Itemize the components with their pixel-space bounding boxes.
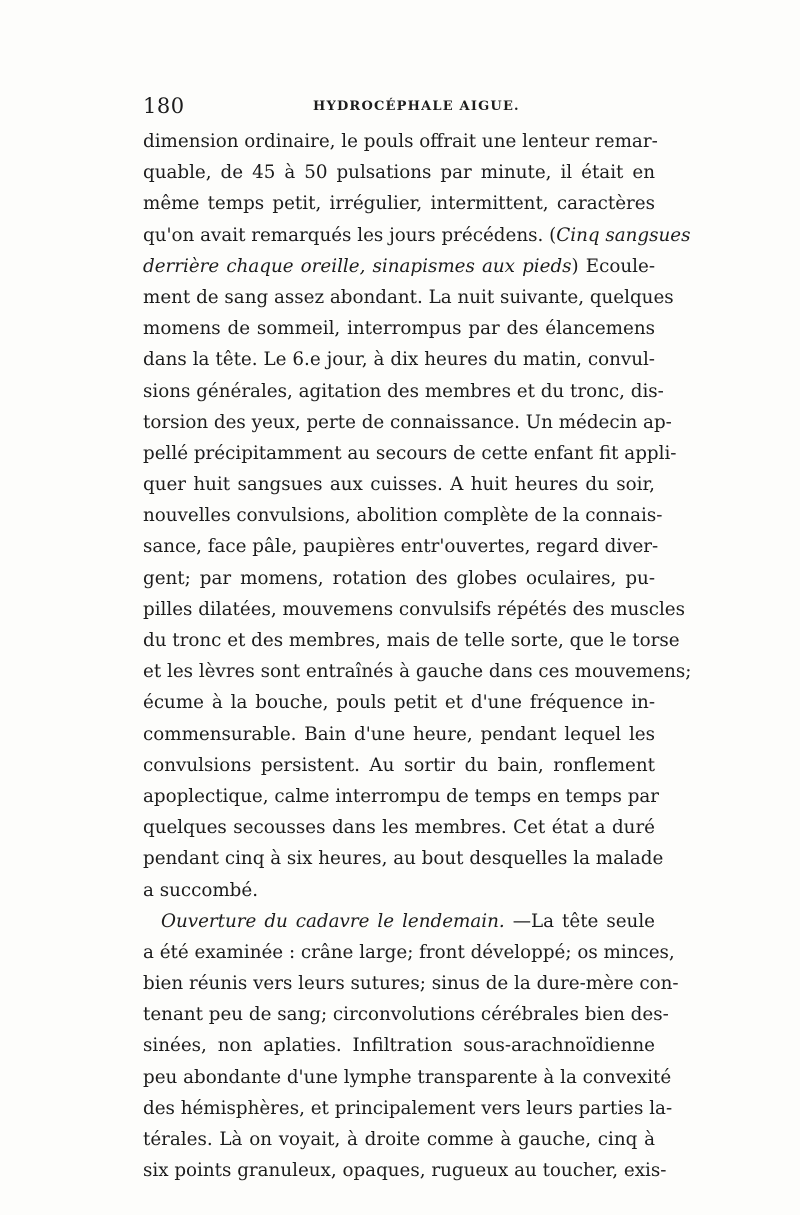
text-segment: dans la tête. Le 6.e jour, à dix heures du matin, convul-: [143, 349, 655, 371]
text-line: [143, 126, 658, 157]
text-segment: même temps petit, irrégulier, intermittent, caractères: [143, 193, 655, 215]
italic-text-segment: Cinq sangsues: [556, 224, 691, 246]
text-line: [143, 220, 691, 251]
text-segment: dimension ordinaire, le pouls offrait une lenteur remar-: [143, 131, 658, 152]
running-title: HYDROCÉPHALE AIGUE.: [313, 99, 520, 114]
text-segment: écume à la bouche, pouls petit et d'une fréquence in-: [143, 692, 655, 714]
italic-text-segment: Ouverture du cadavre le lendemain.: [161, 910, 505, 932]
text-line: [143, 968, 679, 999]
text-segment: sinées, non aplaties. Infiltration sous-arachnoïdienne: [143, 1035, 655, 1057]
text-segment: quer huit sangsues aux cuisses. A huit heures du soir,: [143, 474, 655, 496]
text-segment: ment de sang assez abondant. La nuit suivante, quelques: [143, 286, 674, 308]
text-line: [143, 157, 655, 188]
text-segment: torsion des yeux, perte de connaissance. Un médecin ap-: [143, 411, 672, 433]
text-segment: apoplectique, calme interrompu de temps en temps par: [143, 785, 660, 807]
text-segment: sions générales, agitation des membres et du tronc, dis-: [143, 380, 664, 402]
text-line: [143, 563, 655, 594]
text-line: [143, 1093, 673, 1124]
text-segment: momens de sommeil, interrompus par des élancemens: [143, 318, 655, 340]
text-segment: —La tête seule: [504, 910, 655, 932]
page-header: [143, 94, 663, 122]
text-segment: a été examinée : crâne large; front développé; os minces,: [143, 941, 675, 963]
text-line: [143, 1124, 655, 1155]
text-segment: térales. Là on voyait, à droite comme à gauche, cinq à: [143, 1129, 655, 1150]
text-segment: du tronc et des membres, mais de telle sorte, que le torse: [143, 630, 680, 651]
page-number: 180: [143, 94, 185, 118]
text-line: [143, 282, 674, 313]
text-line: [143, 594, 686, 625]
text-line: [143, 1155, 667, 1186]
text-segment: qu'on avait remarqués les jours précédens. (: [143, 224, 557, 246]
text-segment: commensurable. Bain d'une heure, pendant lequel les: [143, 723, 655, 745]
text-line: [143, 687, 655, 718]
text-segment: et les lèvres sont entraînés à gauche dans ces mouvemens;: [143, 661, 692, 683]
text-line: [143, 251, 655, 282]
text-line: [143, 188, 655, 219]
text-segment: pellé précipitamment au secours de cette enfant fit appli-: [143, 442, 677, 464]
text-line: [143, 469, 655, 500]
text-segment: pilles dilatées, mouvemens convulsifs répétés des muscles: [143, 598, 686, 620]
text-line: [143, 719, 655, 750]
text-segment: six points granuleux, opaques, rugueux au toucher, exis-: [143, 1160, 667, 1182]
text-line: [143, 625, 680, 656]
text-segment: bien réunis vers leurs sutures; sinus de la dure-mère con-: [143, 973, 679, 995]
text-segment: ) Ecoule-: [571, 255, 655, 277]
text-segment: nouvelles convulsions, abolition complète de la connais-: [143, 505, 663, 527]
text-line: [143, 812, 655, 843]
text-segment: a succombé.: [143, 879, 259, 901]
text-line: [143, 531, 659, 562]
text-segment: convulsions persistent. Au sortir du bain, ronflement: [143, 754, 655, 776]
text-segment: quelques secousses dans les membres. Cet état a duré: [143, 817, 655, 839]
text-line: [143, 656, 692, 687]
text-line: [143, 1030, 655, 1061]
text-segment: pendant cinq à six heures, au bout desquelles la malade: [143, 848, 664, 870]
italic-text-segment: derrière chaque oreille, sinapismes aux pieds: [143, 255, 572, 277]
text-line: [143, 438, 677, 469]
text-segment: des hémisphères, et principalement vers leurs parties la-: [143, 1097, 673, 1119]
body-text: [143, 126, 692, 1186]
text-segment: peu abondante d'une lymphe transparente à la convexité: [143, 1066, 672, 1088]
text-line: [143, 906, 655, 937]
text-line: [143, 999, 669, 1030]
text-line: [143, 937, 675, 968]
text-line: [143, 407, 672, 438]
text-segment: gent; par momens, rotation des globes oculaires, pu-: [143, 567, 655, 589]
text-line: [143, 344, 655, 375]
text-line: [143, 750, 655, 781]
text-line: [143, 1062, 672, 1093]
text-line: [143, 875, 655, 906]
text-line: [143, 376, 664, 407]
text-line: [143, 843, 664, 874]
text-line: [143, 500, 663, 531]
text-segment: sance, face pâle, paupières entr'ouvertes, regard diver-: [143, 536, 659, 558]
text-segment: quable, de 45 à 50 pulsations par minute, il était en: [143, 162, 655, 184]
text-line: [143, 781, 660, 812]
text-segment: tenant peu de sang; circonvolutions cérébrales bien des-: [143, 1004, 669, 1026]
text-line: [143, 313, 655, 344]
